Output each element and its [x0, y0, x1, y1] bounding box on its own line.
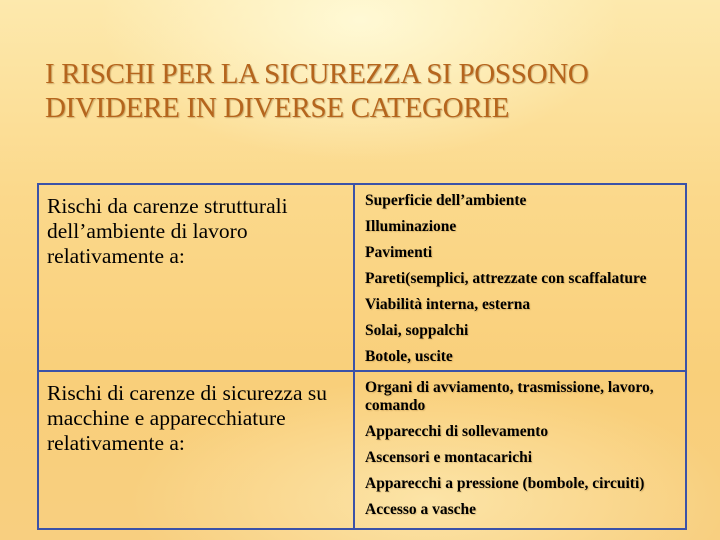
list-item: Apparecchi di sollevamento [365, 423, 549, 440]
table-row-machines [38, 371, 686, 529]
list-item: Solai, soppalchi [365, 322, 469, 339]
list-item: Ascensori e montacarichi [365, 449, 533, 466]
items-cell-machines [354, 371, 686, 529]
list-item: Botole, uscite [365, 348, 453, 365]
list-item: Pareti(semplici, attrezzate con scaffalature [365, 270, 647, 287]
title-line-1: I RISCHI PER LA SICUREZZA SI POSSONO [45, 58, 589, 90]
title-line-2: DIVIDERE IN DIVERSE CATEGORIE [45, 92, 510, 124]
list-item: Accesso a vasche [365, 501, 477, 518]
list-item: Illuminazione [365, 218, 457, 235]
category-cell-machines: Rischi di carenze di sicurezza su macchine e apparecchiature relativamente a: [38, 371, 354, 529]
list-item: Apparecchi a pressione (bombole, circuiti) [365, 475, 645, 492]
category-cell-structural: Rischi da carenze strutturali dell’ambiente di lavoro relativamente a: [38, 184, 354, 371]
list-item: Viabilità interna, esterna [365, 296, 531, 313]
slide-title [45, 57, 705, 125]
list-item: Superficie dell’ambiente [365, 192, 527, 209]
items-cell-structural [354, 184, 686, 371]
list-item: Organi di avviamento, trasmissione, lavoro, comando [365, 379, 654, 414]
table-row-structural [38, 184, 686, 371]
risk-categories-table [37, 183, 687, 530]
list-item: Pavimenti [365, 244, 433, 261]
